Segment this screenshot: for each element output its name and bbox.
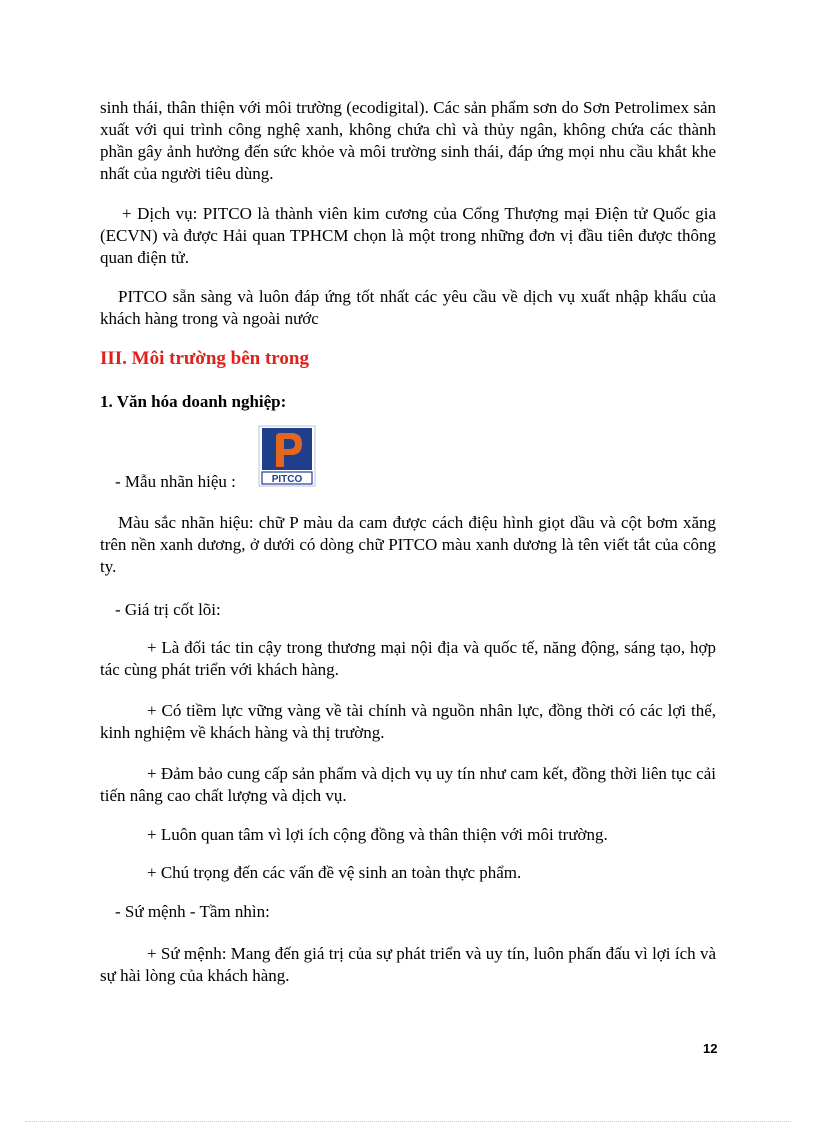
- page-number: 12: [703, 1041, 718, 1056]
- paragraph-pitco-ready: PITCO sẵn sàng và luôn đáp ứng tốt nhất các yêu cầu về dịch vụ xuất nhập khẩu của khách hàng trong và ngoài nước: [100, 287, 716, 328]
- core-value-item: + Chú trọng đến các vấn đề vệ sinh an toàn thực phẩm.: [147, 863, 522, 882]
- pitco-logo-graphic: [258, 425, 316, 487]
- paragraph-services: + Dịch vụ: PITCO là thành viên kim cương của Cổng Thượng mại Điện tử Quốc gia (ECVN) và được Hải quan TPHCM chọn là một trong những đơn vị đầu tiên được thông quan điện tử.: [100, 204, 716, 267]
- footer-divider: [25, 1121, 791, 1122]
- core-value-item: + Là đối tác tin cậy trong thương mại nội địa và quốc tế, năng động, sáng tạo, hợp tác cùng phát triển với khách hàng.: [100, 638, 716, 679]
- subsection-heading: 1. Văn hóa doanh nghiệp:: [100, 392, 287, 411]
- core-values-label: - Giá trị cốt lõi:: [115, 600, 221, 619]
- pitco-logo: [258, 425, 316, 487]
- section-heading: III. Môi trường bên trong: [100, 348, 309, 369]
- paragraph-ecodigital: sinh thái, thân thiện với môi trường (ecodigital). Các sản phẩm sơn do Sơn Petrolimex sản xuất với qui trình công nghệ xanh, không chứa chì và thủy ngân, không chứa các thành phần gây ảnh hưởng đến sức khỏe và môi trường sinh thái, đáp ứng mọi nhu cầu khắt khe nhất của người tiêu dùng.: [100, 98, 716, 183]
- core-value-item: + Luôn quan tâm vì lợi ích cộng đồng và thân thiện với môi trường.: [147, 825, 608, 844]
- paragraph-color-desc: Màu sắc nhãn hiệu: chữ P màu da cam được cách điệu hình giọt dầu và cột bơm xăng trên nền xanh dương, ở dưới có dòng chữ PITCO màu xanh dương là tên viết tắt của công ty.: [100, 513, 716, 576]
- core-value-item: + Đảm bảo cung cấp sản phẩm và dịch vụ uy tín như cam kết, đồng thời liên tục cải tiến nâng cao chất lượng và dịch vụ.: [100, 764, 716, 805]
- core-value-item: + Có tiềm lực vững vàng về tài chính và nguồn nhân lực, đồng thời có các lợi thế, kinh nghiệm về khách hàng và thị trường.: [100, 701, 716, 742]
- logo-text: PITCO: [271, 474, 303, 485]
- mission-label: - Sứ mệnh - Tầm nhìn:: [115, 902, 270, 921]
- brand-label: - Mẫu nhãn hiệu :: [115, 472, 236, 491]
- mission-text: + Sứ mệnh: Mang đến giá trị của sự phát triển và uy tín, luôn phấn đấu vì lợi ích và sự hài lòng của khách hàng.: [100, 944, 716, 985]
